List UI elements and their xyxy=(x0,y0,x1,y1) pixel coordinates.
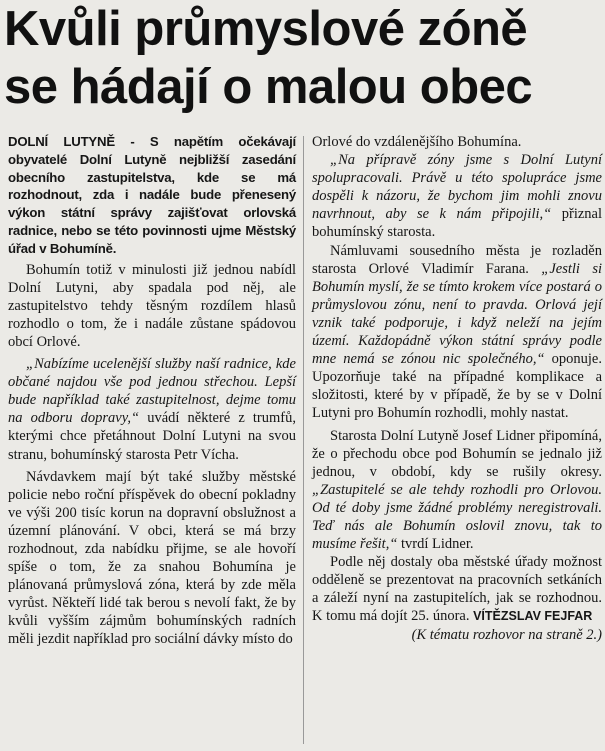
headline xyxy=(4,0,601,116)
headline-line-2: se hádají o malou obec xyxy=(4,60,533,114)
paragraph-5 xyxy=(312,242,602,423)
paragraph-3: Návdavkem mají být také služby městské policie nebo roční příspěvek do obecní pokladny ve výši 200 tisíc korun na dopravní obslužnost a územní plánování. V obci, která se má brzy rozhodnout, zda nabídku přijme, se ale hovoří spíše o tom, že za snahou Bohumína je plánovaná průmyslová zóna, která by zde měla vyrůst. Někteří lidé tak berou s nevolí fakt, že by kvůli vyšším zájmům bohumínských radních měli jezdit například pro sociální dávky místo do xyxy=(8,468,296,648)
quote-farana: „Jestli si Bohumín myslí, že se tímto krokem více postará o průmyslovou zónu, není to pravda. Orlová její vznik také podporuje, i když neleží na jejím území. Každopádně výkon státní správy podle mne nemá se zónou nic společného,“ xyxy=(312,260,602,368)
author-byline: VÍTĚZSLAV FEJFAR xyxy=(473,609,593,624)
headline-line-1: Kvůli průmyslové zóně xyxy=(4,2,528,56)
paragraph-4-rest: přiznal bohumínský starosta. xyxy=(312,206,602,241)
page-reference: (K tématu rozhovor na straně 2.) xyxy=(411,626,602,643)
paragraph-5-intro: Námluvami sousedního města je rozladěn starosta Orlové Vladimír Farana. xyxy=(312,242,602,277)
column-divider xyxy=(303,136,304,744)
paragraph-4 xyxy=(312,151,602,241)
quote-vicha: „Nabízíme ucelenější služby naší radnice, kde občané najdou vše pod jednou střechou. Lepší bude například také zastupitelnost, dejme tomu na odboru dopravy,“ xyxy=(8,356,296,427)
paragraph-1: Bohumín totiž v minulosti již jednou nabídl Dolní Lutyni, aby spadala pod něj, ale zastupitelstvo tehdy těsným rozdílem hlasů rozhodlo o tom, že i nadále zůstane spádovou obcí Orlové. xyxy=(8,261,296,350)
right-column xyxy=(312,133,602,644)
left-column xyxy=(8,133,296,649)
paragraph-2 xyxy=(8,355,296,464)
paragraph-7 xyxy=(312,553,602,625)
paragraph-6-rest: tvrdí Lidner. xyxy=(397,536,474,553)
paragraph-2-rest: uvádí některé z trumfů, kterými chce přetáhnout Dolní Lutyni na svou stranu, bohumínský starosta Petr Vícha. xyxy=(8,410,296,463)
paragraph-7-text: Podle něj dostaly oba městské úřady možnost odděleně se prezentovat na pracovních setkáních a záleží nyní na zastupitelích, jak se rozhodnou. K tomu má dojít 25. února. xyxy=(312,554,602,625)
continuation-line: Orlové do vzdálenějšího Bohumína. xyxy=(312,134,522,150)
paragraph-5-rest: oponuje. Upozorňuje také na případné komplikace a složitosti, které by v případě, že by se v Dolní Lutyni pro Bohumín rozhodli, mohly nastat. xyxy=(312,351,602,422)
quote-bohumin-mayor: „Na přípravě zóny jsme s Dolní Lutyní spolupracovali. Právě u této spolupráce jsme dospěli k názoru, že bychom jim mohli znovu navrhnout, aby se k nám připojili,“ xyxy=(312,152,602,223)
paragraph-6 xyxy=(312,427,602,554)
quote-lidner: „Zastupitelé se ale tehdy rozhodli pro Orlovou. Od té doby jsme žádné problémy neregistrovali. Teď nás ale Bohumín oslovil znovu, tak to musíme řešit,“ xyxy=(312,481,602,553)
lead-paragraph: DOLNÍ LUTYNĚ - S napětím očekávají obyvatelé Dolní Lutyně nejbližší zasedání obecního zastupitelstva, kde se má rozhodnout, zda i nadále bude přenesený výkon státní správy zajišťovat orlovská radnice, nebo se této povinnosti ujme Městský úřad v Bohumíně. xyxy=(8,134,296,256)
paragraph-6-intro: Starosta Dolní Lutyně Josef Lidner připomíná, že o přechodu obce pod Bohumín se jednalo již jednou, v období, kdy se rušily okresy. xyxy=(312,427,602,480)
